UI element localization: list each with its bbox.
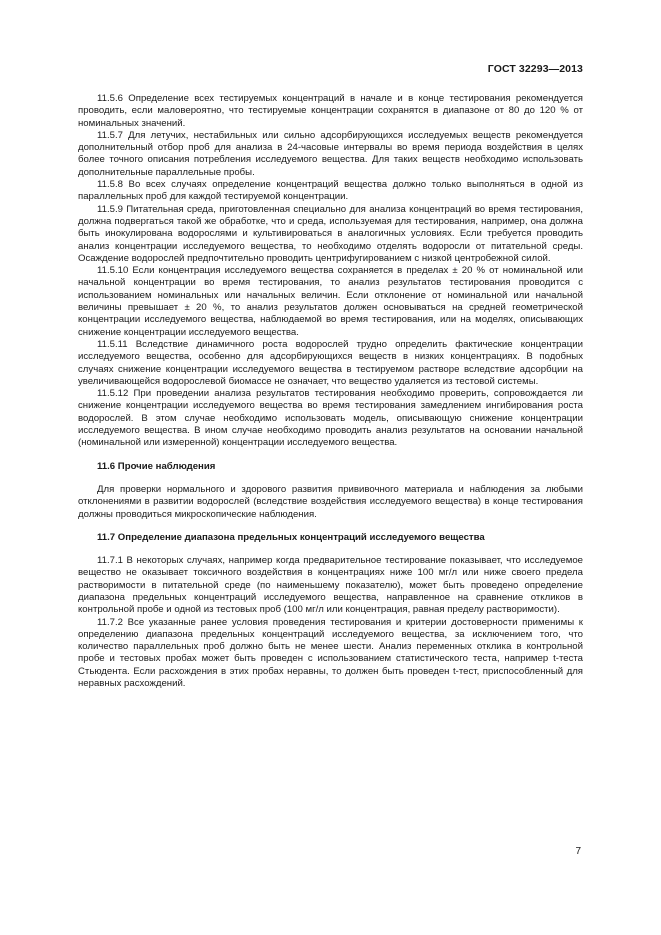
paragraph-11-5-7: 11.5.7 Для летучих, нестабильных или сильно адсорбирующихся исследуемых веществ рекомендуется дополнительный отбор проб для анализа в 24-часовые интервалы во время периода воздействия в целях более точного описания потребления исследуемого вещества. Для таких веществ необходимо использовать дополнительные параллельные пробы. (78, 129, 583, 178)
paragraph-11-5-9: 11.5.9 Питательная среда, приготовленная специально для анализа концентраций во время тестирования, должна подвергаться такой же обработке, что и среда, используемая для тестирования, например, она должна быть инокулирована водорослями и культивироваться в аналогичных условиях. Если требуется проводить анализ концентрации исследуемого вещества, то необходимо отделять водоросли от питательной среды. Осаждение водорослей предпочтительно проводить центрифугированием с низкой центробежной силой. (78, 203, 583, 264)
paragraph-11-5-6: 11.5.6 Определение всех тестируемых концентраций в начале и в конце тестирования рекомендуется проводить, если маловероятно, что тестируемые концентрации сохранятся в диапазоне от 80 до 120 % от номинальных значений. (78, 93, 583, 129)
standard-header: ГОСТ 32293—2013 (487, 63, 583, 75)
paragraph-11-5-12: 11.5.12 При проведении анализа результатов тестирования необходимо проверить, сопровождается ли снижение концентрации исследуемого вещества во время тестирования замедлением ингибирования роста водорослей. В этом случае необходимо использовать модель, описывающую снижение концентрации исследуемого вещества. В ином случае необходимо проводить анализ результатов на основании начальной (номинальной или измеренной) концентрации исследуемого вещества. (78, 388, 583, 449)
section-heading-11-7: 11.7 Определение диапазона предельных концентраций исследуемого вещества (97, 531, 485, 543)
page-number: 7 (575, 846, 581, 857)
paragraph-11-7-1: 11.7.1 В некоторых случаях, например когда предварительное тестирование показывает, что исследуемое вещество не оказывает токсичного воздействия в концентрациях ниже 100 мг/л или ниже своего предела растворимости в питательной среде (по наименьшему показателю), может быть проведено определение диапазона предельных концентраций исследуемого вещества, направленное на сравнение откликов в контрольной пробе и одной из тестовых проб (100 мг/л или концентрация, равная пределу растворимости). (78, 555, 583, 616)
paragraph-11-7-2: 11.7.2 Все указанные ранее условия проведения тестирования и критерии достоверности применимы к определению диапазона предельных концентраций исследуемого вещества, за исключением того, что количество параллельных проб должно быть не менее шести. Анализ переменных отклика в контрольной пробе и тестовых пробах может быть проведен с использованием статистического теста, например t-теста Стьюдента. Если расхождения в этих пробах неравны, то должен быть проведен t-тест, приспособленный для неравных расхождений. (78, 616, 583, 690)
paragraph-11-5-11: 11.5.11 Вследствие динамичного роста водорослей трудно определить фактические концентрации исследуемого вещества, особенно для адсорбирующихся веществ в низких концентрациях. В подобных случаях снижение концентрации исследуемого вещества в тестируемом растворе вследствие адсорбции на увеличивающейся водорослевой биомассе не означает, что вещество удаляется из тестовой системы. (78, 338, 583, 387)
section-heading-11-6: 11.6 Прочие наблюдения (97, 460, 216, 472)
document-body (78, 93, 583, 690)
paragraph-11-6: Для проверки нормального и здорового развития прививочного материала и наблюдения за любыми отклонениями в развитии водорослей (вследствие воздействия исследуемого вещества) в конце тестирования должны проводиться микроскопические наблюдения. (78, 483, 583, 520)
paragraph-11-5-8: 11.5.8 Во всех случаях определение концентраций вещества должно только выполняться в одной из параллельных проб для каждой тестируемой концентрации. (78, 179, 583, 203)
paragraph-11-5-10: 11.5.10 Если концентрация исследуемого вещества сохраняется в пределах ± 20 % от номинальной или начальной концентрации во время тестирования, то анализ результатов тестирования проводится с использованием номинальных или начальных величин. Если отклонение от номинальной или начальной величины превышает ± 20 %, то анализ результатов должен основываться на средней геометрической концентрации исследуемого вещества, наблюдаемой во время тестирования, или на моделях, описывающих снижение концентрации исследуемого вещества. (78, 265, 583, 338)
